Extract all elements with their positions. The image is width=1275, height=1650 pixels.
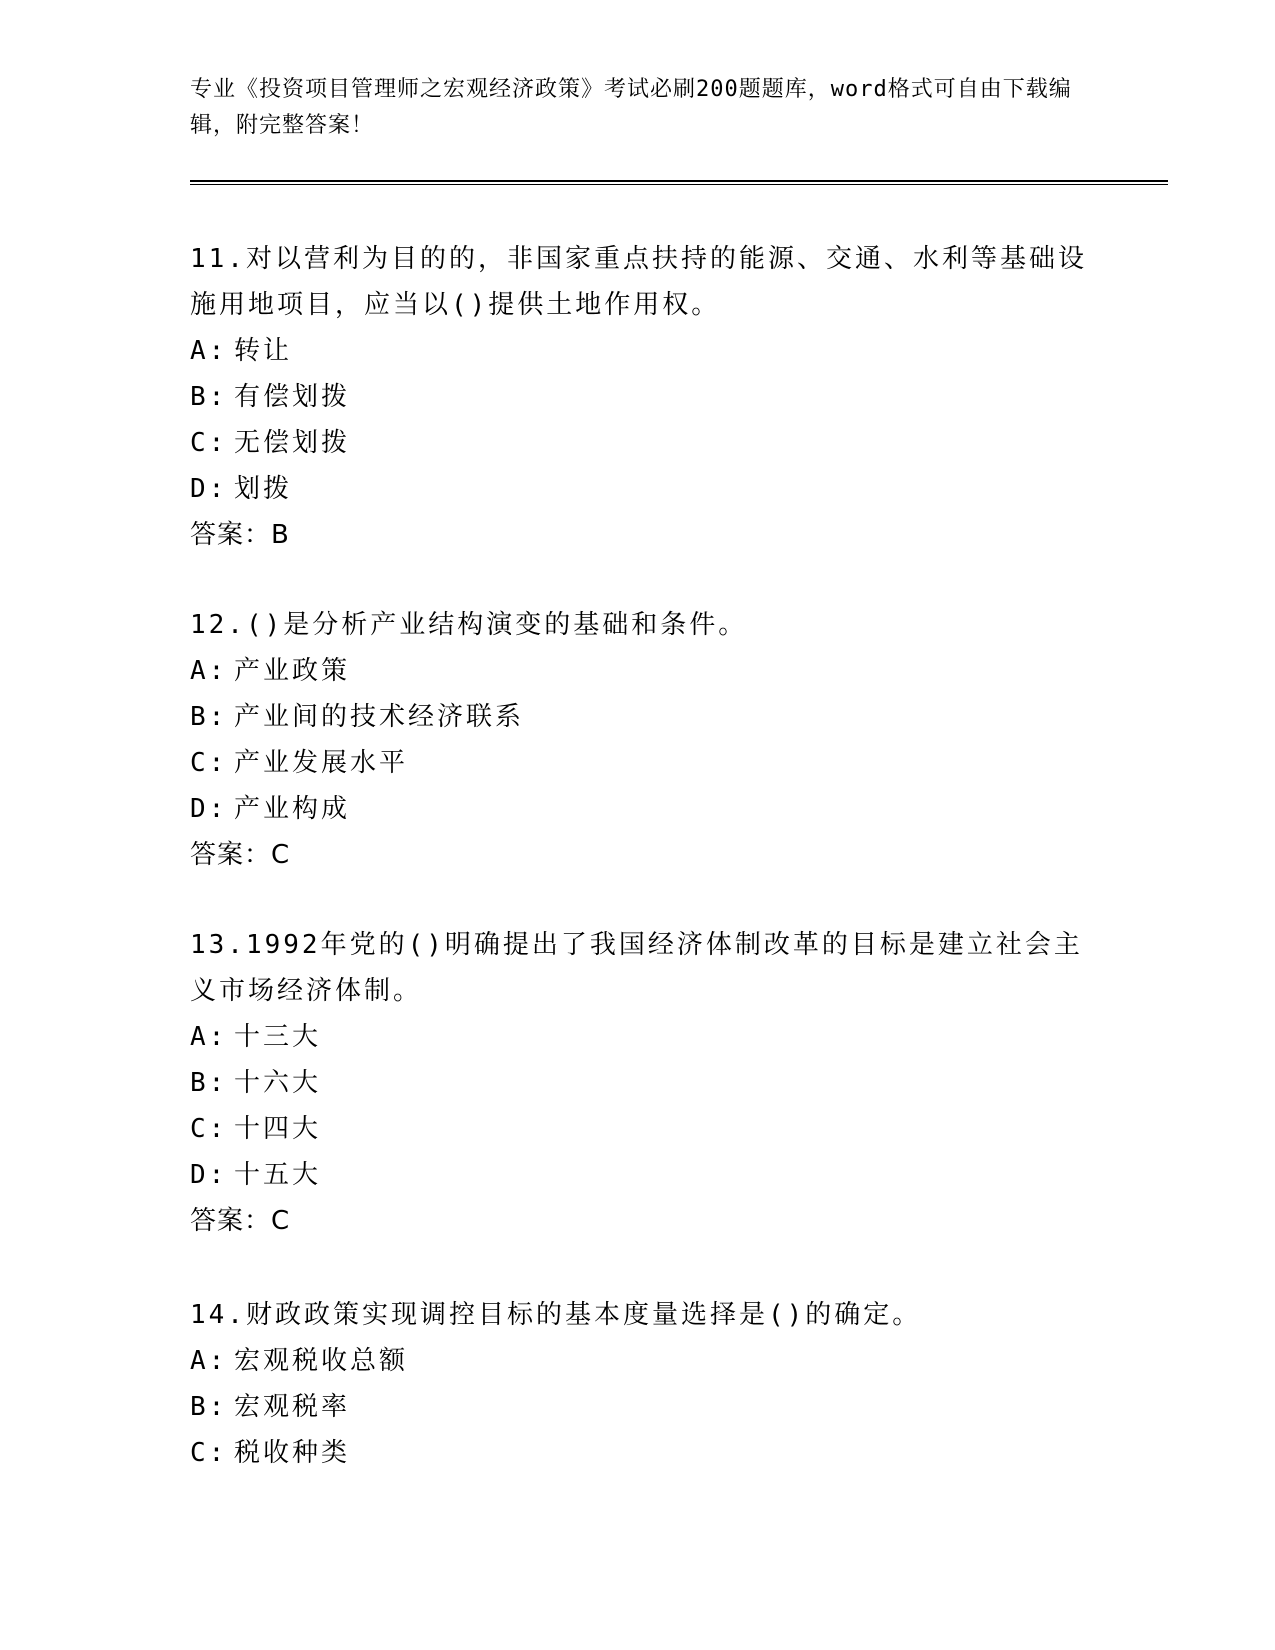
option-text: 十五大 [234, 1160, 322, 1190]
header-divider [190, 180, 1168, 182]
option-text: 产业发展水平 [234, 748, 409, 778]
option-a [190, 1014, 1090, 1060]
option-text: 无偿划拨 [234, 428, 351, 458]
answer-line: 答案：C [190, 840, 291, 870]
option-key: C: [190, 1438, 228, 1468]
question-stem: 12.()是分析产业结构演变的基础和条件。 [190, 610, 748, 640]
answer-line: 答案：B [190, 520, 290, 550]
option-text: 十六大 [234, 1068, 322, 1098]
question-stem: 13.1992年党的()明确提出了我国经济体制改革的目标是建立社会主义市场经济体制。 [190, 930, 1083, 1006]
option-b [190, 374, 1090, 420]
option-key: C: [190, 1114, 228, 1144]
option-text: 转让 [234, 336, 293, 366]
question-block [190, 1292, 1090, 1476]
option-d [190, 786, 1090, 832]
option-a [190, 1338, 1090, 1384]
option-key: A: [190, 1346, 228, 1376]
option-key: A: [190, 1022, 228, 1052]
document-header [190, 72, 1090, 144]
question-block [190, 236, 1090, 558]
option-key: C: [190, 428, 228, 458]
option-text: 宏观税收总额 [234, 1346, 409, 1376]
option-key: D: [190, 794, 228, 824]
answer-line: 答案：C [190, 1206, 291, 1236]
option-b [190, 1384, 1090, 1430]
option-text: 划拨 [234, 474, 293, 504]
option-a [190, 648, 1090, 694]
option-d [190, 1152, 1090, 1198]
option-c [190, 420, 1090, 466]
option-text: 有偿划拨 [234, 382, 351, 412]
option-b [190, 694, 1090, 740]
option-a [190, 328, 1090, 374]
option-key: C: [190, 748, 228, 778]
option-b [190, 1060, 1090, 1106]
option-key: A: [190, 336, 228, 366]
option-text: 产业间的技术经济联系 [234, 702, 525, 732]
option-key: D: [190, 474, 228, 504]
option-text: 十四大 [234, 1114, 322, 1144]
question-stem: 11.对以营利为目的的，非国家重点扶持的能源、交通、水利等基础设施用地项目，应当以()提供土地作用权。 [190, 244, 1087, 320]
option-key: B: [190, 702, 228, 732]
option-key: B: [190, 1392, 228, 1422]
option-text: 税收种类 [234, 1438, 351, 1468]
question-stem: 14.财政政策实现调控目标的基本度量选择是()的确定。 [190, 1300, 922, 1330]
option-text: 十三大 [234, 1022, 322, 1052]
option-key: D: [190, 1160, 228, 1190]
option-text: 宏观税率 [234, 1392, 351, 1422]
option-c [190, 740, 1090, 786]
question-block [190, 922, 1090, 1244]
option-text: 产业构成 [234, 794, 351, 824]
option-c [190, 1430, 1090, 1476]
header-divider-thin [190, 184, 1168, 185]
option-key: B: [190, 1068, 228, 1098]
question-block [190, 602, 1090, 878]
option-text: 产业政策 [234, 656, 351, 686]
option-c [190, 1106, 1090, 1152]
option-d [190, 466, 1090, 512]
option-key: A: [190, 656, 228, 686]
header-description: 专业《投资项目管理师之宏观经济政策》考试必刷200题题库，word格式可自由下载编辑，附完整答案！ [190, 77, 1072, 138]
option-key: B: [190, 382, 228, 412]
